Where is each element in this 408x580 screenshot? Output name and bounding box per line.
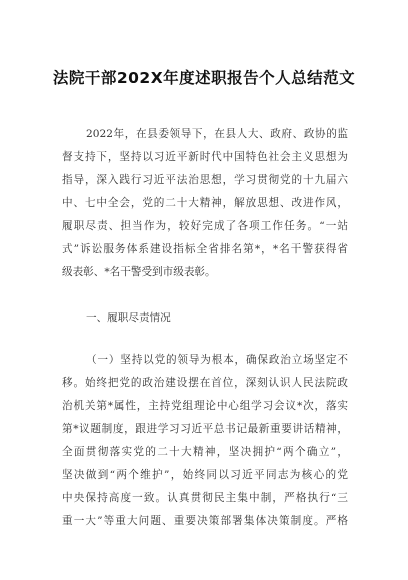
intro-line: 指导，深入践行习近平法治思想，学习贯彻党的十九届六 xyxy=(62,174,348,186)
section-line: 全面贯彻落实党的二十大精神，坚决拥护“两个确立”， xyxy=(62,446,348,458)
section-line: 重一大”等重大问题、重要决策部署集体决策制度。严格 xyxy=(62,515,348,527)
intro-line: 式”诉讼服务体系建设指标全省排名第*，*名干警获得省 xyxy=(62,243,348,255)
section-line: 第*议题制度，跟进学习习近平总书记最新重要讲话精神， xyxy=(62,423,348,435)
document-title: 法院干部202X年度述职报告个人总结范文 xyxy=(52,69,356,87)
section-heading: 一、履职尽责情况 xyxy=(86,312,171,324)
section-line: 中央保持高度一致。认真贯彻民主集中制，严格执行“三 xyxy=(62,492,348,504)
section-line: 坚决做到“两个维护”，始终同以习近平同志为核心的党 xyxy=(62,469,348,481)
section-line: 治机关第*属性，主持党组理论中心组学习会议*次，落实 xyxy=(62,400,348,412)
section-line: （一）坚持以党的领导为根本，确保政治立场坚定不 xyxy=(86,354,348,366)
section-line: 移。始终把党的政治建设摆在首位，深刻认识人民法院政 xyxy=(62,377,348,389)
intro-line: 履职尽责、担当作为，较好完成了各项工作任务。“一站 xyxy=(62,220,348,232)
intro-line: 督支持下，坚持以习近平新时代中国特色社会主义思想为 xyxy=(62,151,348,163)
intro-line: 级表彰、*名干警受到市级表彰。 xyxy=(62,266,216,278)
intro-line: 2022年，在县委领导下，在县人大、政府、政协的监 xyxy=(86,128,348,140)
intro-line: 中、七中全会，党的二十大精神，解放思想、改进作风， xyxy=(62,197,348,209)
